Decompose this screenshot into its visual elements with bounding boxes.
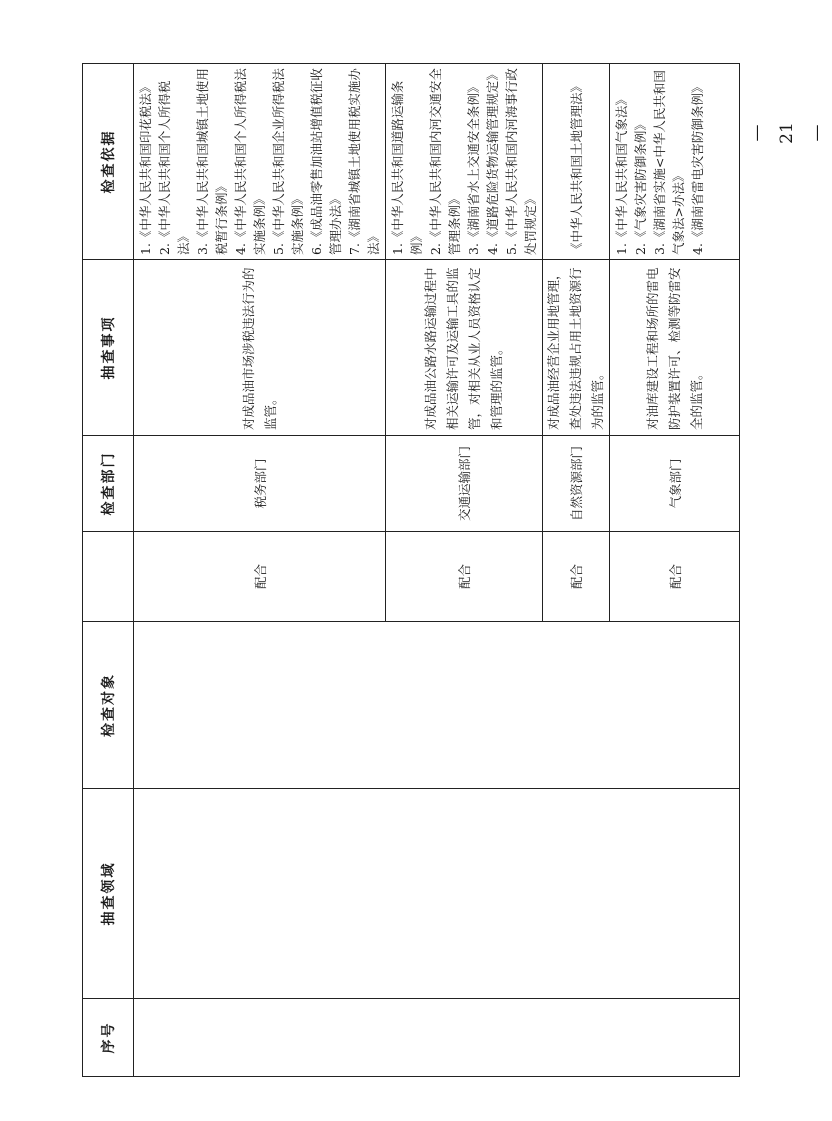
basis-line: 4.《道路危险货物运输管理规定》 — [485, 68, 500, 255]
basis-line: 3.《中华人民共和国城镇土地使用税暂行条例》 — [195, 68, 229, 255]
item-cell: 对成品油经营企业用地管理，查处违法违规占用土地资源行为的监管。 — [543, 260, 610, 436]
item-cell: 对油库建设工程和场所的雷电防护装置许可、检测等防雷安全的监管。 — [610, 260, 740, 436]
basis-cell — [386, 64, 543, 260]
basis-line: 6.《成品油零售加油站增值税征收管理办法》 — [309, 68, 343, 255]
basis-line: 4.《中华人民共和国个人所得税法实施条例》 — [233, 68, 267, 255]
field-cell — [134, 789, 740, 999]
header-object: 检查对象 — [83, 622, 134, 789]
basis-line: 5.《中华人民共和国内河海事行政处罚规定》 — [504, 68, 538, 255]
basis-line: 4.《湖南省雷电灾害防御条例》 — [690, 80, 705, 255]
basis-line: 《中华人民共和国土地管理法》 — [568, 79, 584, 255]
table-header-row — [83, 64, 134, 1077]
basis-line: 2.《中华人民共和国内河交通安全管理条例》 — [428, 68, 462, 255]
basis-line: 2.《中华人民共和国个人所得税法》 — [157, 80, 191, 255]
basis-line: 3.《湖南省实施<中华人民共和国气象法>办法》 — [652, 70, 686, 255]
basis-line: 2.《气象灾害防御条例》 — [633, 118, 648, 255]
role-cell: 配合 — [386, 532, 543, 622]
header-role — [83, 532, 134, 622]
dept-cell: 自然资源部门 — [543, 436, 610, 532]
header-dept: 检查部门 — [83, 436, 134, 532]
dept-cell: 交通运输部门 — [386, 436, 543, 532]
basis-line: 5.《中华人民共和国企业所得税法实施条例》 — [271, 68, 305, 255]
page-number: — 21 — — [747, 122, 827, 144]
table-row — [134, 64, 386, 1077]
item-cell: 对成品油公路水路运输过程中相关运输许可及运输工具的监管，对相关从业人员资格认定和管理的监管。 — [386, 260, 543, 436]
object-cell — [134, 622, 740, 789]
role-cell: 配合 — [543, 532, 610, 622]
basis-cell — [134, 64, 386, 260]
dept-cell: 气象部门 — [610, 436, 740, 532]
basis-cell — [543, 64, 610, 260]
inspection-table — [82, 63, 740, 1077]
basis-line: 7.《湖南省城镇土地使用税实施办法》 — [347, 68, 381, 255]
header-field: 抽查领域 — [83, 789, 134, 999]
role-cell: 配合 — [134, 532, 386, 622]
header-seq: 序号 — [83, 999, 134, 1077]
basis-line: 3.《湖南省水上交通安全条例》 — [466, 80, 481, 255]
item-cell: 对成品油市场涉税违法行为的监管。 — [134, 260, 386, 436]
dept-cell: 税务部门 — [134, 436, 386, 532]
header-item: 抽查事项 — [83, 260, 134, 436]
basis-line: 1.《中华人民共和国印花税法》 — [138, 80, 153, 255]
seq-cell — [134, 999, 740, 1077]
basis-line: 1.《中华人民共和国道路运输条例》 — [390, 80, 424, 255]
header-basis: 检查依据 — [83, 64, 134, 260]
role-cell: 配合 — [610, 532, 740, 622]
basis-line: 1.《中华人民共和国气象法》 — [614, 93, 629, 255]
basis-cell — [610, 64, 740, 260]
